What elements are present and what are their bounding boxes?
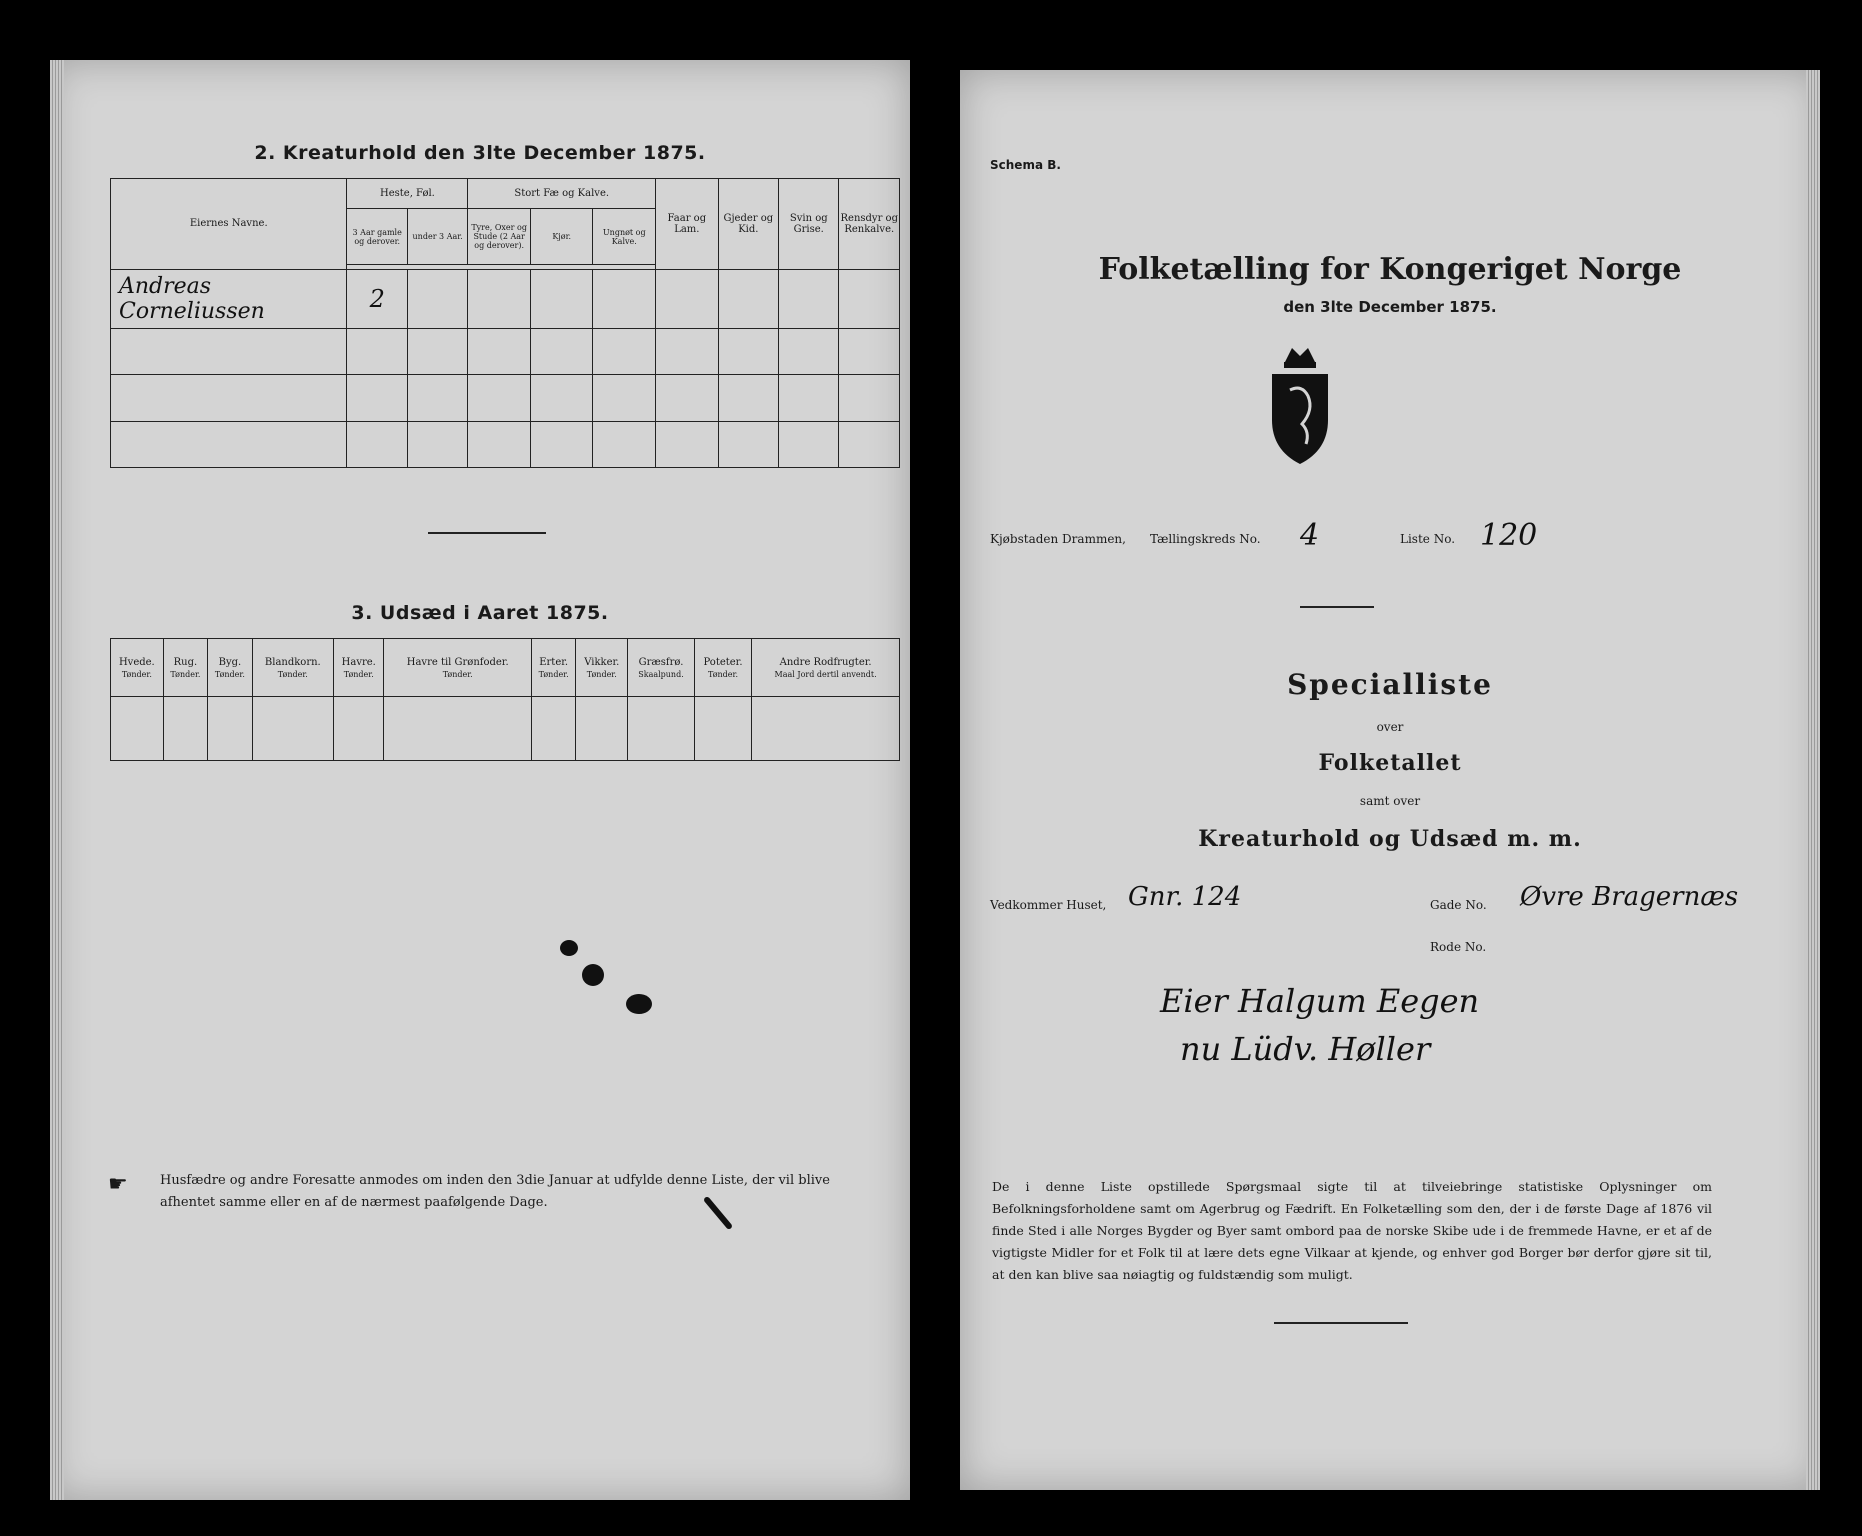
seed-column-unit: Tønder. — [170, 669, 201, 679]
seed-column-name: Rug. — [173, 656, 198, 668]
livestock-table — [110, 178, 900, 468]
seed-column-unit: Tønder. — [708, 669, 739, 679]
district-label: Tællingskreds No. — [1150, 532, 1261, 546]
seed-cell — [694, 697, 751, 761]
seed-column-header — [694, 639, 751, 697]
horses-b-header: under 3 Aar. — [407, 209, 467, 265]
seed-column-unit: Tønder. — [586, 669, 617, 679]
seed-cell — [163, 697, 207, 761]
seed-column-unit: Tønder. — [121, 669, 152, 679]
samt-over-text: samt over — [1359, 794, 1421, 808]
seed-column-unit: Maal Jord dertil anvendt. — [774, 669, 877, 679]
section2-title: 2. Kreaturhold den 3lte December 1875. — [254, 142, 706, 164]
seed-column-header — [163, 639, 207, 697]
page-title: Folketælling for Kongeriget Norge — [1098, 252, 1682, 287]
table-row — [111, 421, 900, 467]
district-value: 4 — [1300, 518, 1320, 553]
livestock-heading: Kreaturhold og Udsæd m. m. — [1198, 826, 1582, 852]
table-row — [111, 375, 900, 421]
seed-column-name: Poteter. — [703, 656, 743, 668]
seed-cell — [576, 697, 628, 761]
seed-column-unit: Tønder. — [214, 669, 245, 679]
pointing-hand-icon: ☛ — [108, 1172, 128, 1197]
left-page — [50, 60, 910, 1500]
ink-blot — [626, 994, 652, 1014]
seed-column-header — [384, 639, 531, 697]
seed-cell — [111, 697, 164, 761]
table-row — [111, 328, 900, 374]
horse-count: 2 — [369, 284, 385, 313]
seed-column-header — [208, 639, 252, 697]
seed-cell — [334, 697, 384, 761]
goats-header: Gjeder og Kid. — [718, 179, 778, 270]
seed-column-header — [576, 639, 628, 697]
street-label: Gade No. — [1430, 898, 1487, 912]
explanatory-paragraph: De i denne Liste opstillede Spørgsmaal sigte til at tilveiebringe statistiske Oplysninger om Befolkningsforholdene samt om Agerbrug og Fædrift. En Folketælling som den, der i de første Dage af 1876 vil finde Sted i alle Norges Bygder og Byer samt ombord paa de norske Skibe ude i de fremmede Havne, er et af de vigtigste Midler for et Folk til at lære dets egne Vilkaar at kjende, og enhver god Borger bør derfor gjøre sit til, at den kan blive saa nøiagtig og fuldstændig som muligt. — [992, 1179, 1712, 1282]
seed-column-header — [628, 639, 695, 697]
seed-cell — [752, 697, 900, 761]
census-date: den 3lte December 1875. — [1283, 298, 1497, 316]
schema-label: Schema B. — [990, 158, 1061, 172]
horses-a-header: 3 Aar gamle og derover. — [347, 209, 407, 265]
owner-name: Andreas Corneliussen — [119, 273, 265, 324]
divider — [1300, 606, 1374, 608]
table-row — [111, 269, 900, 328]
reindeer-header: Rensdyr og Renkalve. — [839, 179, 900, 270]
seed-column-name: Havre. — [341, 656, 376, 668]
seed-column-header — [111, 639, 164, 697]
folketallet-heading: Folketallet — [1318, 750, 1462, 776]
seed-column-name: Hvede. — [118, 656, 155, 668]
pigs-header: Svin og Grise. — [779, 179, 839, 270]
ink-blot — [582, 964, 604, 986]
seed-column-name: Blandkorn. — [264, 656, 321, 668]
notice-text: Husfædre og andre Foresatte anmodes om inden den 3die Januar at udfylde denne Liste, der vil blive afhentet samme eller en af de nærmest paafølgende Dage. — [160, 1173, 830, 1210]
horses-header: Heste, Føl. — [347, 179, 468, 209]
over-text: over — [1376, 720, 1404, 734]
page-edge — [50, 60, 64, 1500]
right-page — [960, 70, 1820, 1490]
seed-column-name: Havre til Grønfoder. — [406, 656, 509, 668]
cattle-c-header: Ungnøt og Kalve. — [593, 209, 656, 265]
seed-column-unit: Tønder. — [442, 669, 473, 679]
seed-column-name: Byg. — [218, 656, 242, 668]
town-label: Kjøbstaden Drammen, — [990, 532, 1126, 546]
house-label: Vedkommer Huset, — [990, 898, 1107, 912]
special-list-heading: Specialliste — [1287, 668, 1493, 701]
owner-line-1: Eier Halgum Eegen — [1160, 982, 1480, 1020]
seed-table — [110, 638, 900, 761]
divider — [428, 532, 546, 534]
seed-cell — [208, 697, 252, 761]
seed-cell — [384, 697, 531, 761]
seed-cell — [531, 697, 575, 761]
sheep-header: Faar og Lam. — [656, 179, 719, 270]
divider — [1274, 1322, 1408, 1324]
seed-cell — [628, 697, 695, 761]
seed-column-header — [334, 639, 384, 697]
seed-column-name: Andre Rodfrugter. — [779, 656, 872, 668]
cattle-header: Stort Fæ og Kalve. — [468, 179, 656, 209]
seed-column-name: Vikker. — [584, 656, 620, 668]
table-row — [111, 697, 900, 761]
list-label: Liste No. — [1400, 532, 1456, 546]
owner-header: Eiernes Navne. — [111, 179, 347, 270]
house-value: Gnr. 124 — [1128, 882, 1242, 912]
cattle-a-header: Tyre, Oxer og Stude (2 Aar og derover). — [468, 209, 531, 265]
ink-blot — [560, 940, 578, 956]
seed-column-unit: Tønder. — [538, 669, 569, 679]
seed-column-name: Erter. — [539, 656, 569, 668]
section3-title: 3. Udsæd i Aaret 1875. — [351, 602, 609, 624]
seed-column-unit: Tønder. — [343, 669, 374, 679]
seed-column-header — [752, 639, 900, 697]
seed-column-header — [531, 639, 575, 697]
list-value: 120 — [1480, 518, 1538, 553]
coat-of-arms-icon — [1250, 340, 1350, 470]
seed-cell — [252, 697, 333, 761]
seed-column-unit: Skaalpund. — [638, 669, 684, 679]
rode-label: Rode No. — [1430, 940, 1487, 954]
owner-line-2: nu Lüdv. Høller — [1180, 1030, 1431, 1068]
seed-column-header — [252, 639, 333, 697]
seed-column-name: Græsfrø. — [638, 656, 684, 668]
seed-column-unit: Tønder. — [277, 669, 308, 679]
street-value: Øvre Bragernæs — [1520, 882, 1739, 912]
cattle-b-header: Kjør. — [530, 209, 593, 265]
